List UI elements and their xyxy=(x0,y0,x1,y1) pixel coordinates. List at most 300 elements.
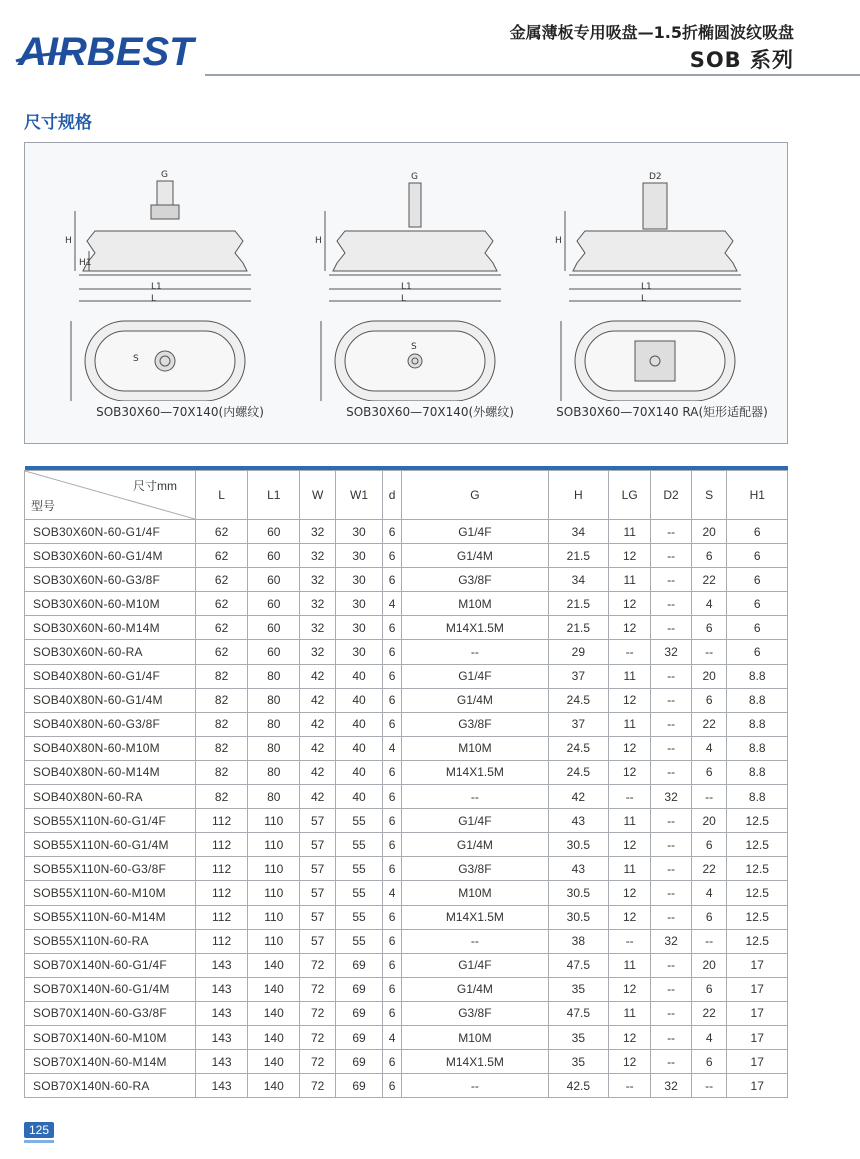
model-cell: SOB30X60N-60-G3/8F xyxy=(25,568,196,592)
table-cell: 55 xyxy=(335,881,382,905)
table-cell: 112 xyxy=(196,809,248,833)
label-g: G xyxy=(161,170,168,180)
table-cell: 30 xyxy=(335,640,382,664)
specification-table xyxy=(24,466,788,1098)
table-cell: 4 xyxy=(691,881,727,905)
table-cell: 11 xyxy=(609,712,651,736)
table-cell: 4 xyxy=(383,592,402,616)
table-cell: 6 xyxy=(691,1050,727,1074)
table-cell: 110 xyxy=(248,809,300,833)
table-cell: 72 xyxy=(300,1050,336,1074)
table-row xyxy=(25,809,788,833)
table-cell: -- xyxy=(691,785,727,809)
table-cell: 72 xyxy=(300,953,336,977)
model-cell: SOB40X80N-60-M14M xyxy=(25,760,196,784)
table-cell: 82 xyxy=(196,664,248,688)
column-header: H1 xyxy=(727,471,788,520)
table-cell: M14X1.5M xyxy=(402,760,548,784)
page-number: 125 xyxy=(24,1122,54,1138)
table-cell: 6 xyxy=(383,520,402,544)
table-cell: 40 xyxy=(335,664,382,688)
table-cell: 80 xyxy=(248,760,300,784)
table-cell: 17 xyxy=(727,1050,788,1074)
table-row xyxy=(25,592,788,616)
table-cell: 6 xyxy=(727,640,788,664)
table-cell: 6 xyxy=(383,977,402,1001)
column-header: W xyxy=(300,471,336,520)
table-cell: 69 xyxy=(335,977,382,1001)
column-header: H xyxy=(548,471,608,520)
table-cell: 110 xyxy=(248,857,300,881)
table-cell: -- xyxy=(651,1050,692,1074)
table-cell: 20 xyxy=(691,809,727,833)
table-cell: 6 xyxy=(383,785,402,809)
table-cell: 11 xyxy=(609,664,651,688)
table-cell: -- xyxy=(651,881,692,905)
table-cell: 11 xyxy=(609,857,651,881)
table-cell: 24.5 xyxy=(548,760,608,784)
label-l-3: L xyxy=(641,294,647,304)
table-cell: M14X1.5M xyxy=(402,616,548,640)
table-cell: 32 xyxy=(300,544,336,568)
table-cell: 17 xyxy=(727,953,788,977)
table-cell: 62 xyxy=(196,568,248,592)
table-cell: -- xyxy=(651,953,692,977)
table-cell: -- xyxy=(609,640,651,664)
table-row xyxy=(25,688,788,712)
table-cell: -- xyxy=(609,929,651,953)
table-cell: -- xyxy=(651,857,692,881)
table-cell: 30 xyxy=(335,616,382,640)
label-h1: H1 xyxy=(79,258,92,268)
table-cell: -- xyxy=(651,1001,692,1025)
table-cell: 60 xyxy=(248,568,300,592)
table-cell: 57 xyxy=(300,809,336,833)
corner-model-label: 型号 xyxy=(31,499,56,513)
table-cell: -- xyxy=(402,1074,548,1098)
table-cell: 57 xyxy=(300,929,336,953)
table-cell: 38 xyxy=(548,929,608,953)
table-cell: 42 xyxy=(548,785,608,809)
model-cell: SOB70X140N-60-RA xyxy=(25,1074,196,1098)
table-cell: 140 xyxy=(248,953,300,977)
table-cell: 8.8 xyxy=(727,760,788,784)
table-cell: G1/4F xyxy=(402,520,548,544)
table-cell: 32 xyxy=(651,785,692,809)
table-cell: G3/8F xyxy=(402,568,548,592)
label-h: H xyxy=(65,236,72,246)
table-cell: 143 xyxy=(196,1074,248,1098)
table-cell: -- xyxy=(402,640,548,664)
column-header: G xyxy=(402,471,548,520)
table-cell: -- xyxy=(609,1074,651,1098)
table-cell: 12 xyxy=(609,833,651,857)
table-cell: 6 xyxy=(383,1001,402,1025)
table-cell: 42 xyxy=(300,760,336,784)
table-cell: 24.5 xyxy=(548,736,608,760)
table-cell: 35 xyxy=(548,1025,608,1049)
table-cell: 82 xyxy=(196,688,248,712)
table-cell: 30 xyxy=(335,568,382,592)
table-cell: G1/4F xyxy=(402,953,548,977)
table-cell: -- xyxy=(651,544,692,568)
corner-header-cell xyxy=(25,471,196,520)
table-cell: -- xyxy=(651,520,692,544)
table-cell: 6 xyxy=(383,953,402,977)
table-cell: 42.5 xyxy=(548,1074,608,1098)
table-cell: 12.5 xyxy=(727,857,788,881)
table-cell: 6 xyxy=(691,688,727,712)
table-cell: 69 xyxy=(335,1050,382,1074)
table-cell: G3/8F xyxy=(402,1001,548,1025)
table-cell: 12.5 xyxy=(727,881,788,905)
table-cell: 6 xyxy=(383,640,402,664)
model-cell: SOB30X60N-60-RA xyxy=(25,640,196,664)
table-cell: 8.8 xyxy=(727,664,788,688)
table-cell: 47.5 xyxy=(548,1001,608,1025)
model-cell: SOB55X110N-60-G1/4M xyxy=(25,833,196,857)
table-cell: 8.8 xyxy=(727,688,788,712)
caption-external-thread: SOB30X60—70X140(外螺纹) xyxy=(346,405,514,419)
table-row xyxy=(25,953,788,977)
table-cell: 12 xyxy=(609,688,651,712)
table-cell: 22 xyxy=(691,712,727,736)
table-cell: 80 xyxy=(248,736,300,760)
model-cell: SOB30X60N-60-G1/4F xyxy=(25,520,196,544)
table-cell: 6 xyxy=(383,929,402,953)
table-cell: 55 xyxy=(335,857,382,881)
table-row xyxy=(25,977,788,1001)
table-cell: 4 xyxy=(691,592,727,616)
table-cell: 12 xyxy=(609,1050,651,1074)
table-cell: 6 xyxy=(727,544,788,568)
label-d2: D2 xyxy=(649,172,662,182)
table-cell: -- xyxy=(402,929,548,953)
table-cell: 32 xyxy=(300,520,336,544)
table-cell: 40 xyxy=(335,785,382,809)
table-cell: 6 xyxy=(383,688,402,712)
table-row xyxy=(25,1001,788,1025)
table-cell: M10M xyxy=(402,1025,548,1049)
table-row xyxy=(25,1050,788,1074)
table-cell: G1/4M xyxy=(402,544,548,568)
table-cell: 32 xyxy=(651,640,692,664)
table-cell: 6 xyxy=(691,544,727,568)
table-row xyxy=(25,544,788,568)
table-cell: 12 xyxy=(609,616,651,640)
table-cell: G1/4M xyxy=(402,833,548,857)
table-cell: 43 xyxy=(548,857,608,881)
table-cell: 35 xyxy=(548,977,608,1001)
table-cell: 17 xyxy=(727,1074,788,1098)
table-cell: 17 xyxy=(727,1025,788,1049)
model-cell: SOB55X110N-60-M14M xyxy=(25,905,196,929)
table-cell: 42 xyxy=(300,664,336,688)
table-cell: 24.5 xyxy=(548,688,608,712)
table-row xyxy=(25,640,788,664)
table-row xyxy=(25,664,788,688)
table-row xyxy=(25,1074,788,1098)
model-cell: SOB55X110N-60-G3/8F xyxy=(25,857,196,881)
table-row xyxy=(25,905,788,929)
table-cell: 4 xyxy=(691,1025,727,1049)
table-cell: 12 xyxy=(609,760,651,784)
table-row xyxy=(25,760,788,784)
header-divider xyxy=(205,74,860,76)
table-cell: M10M xyxy=(402,881,548,905)
table-cell: 30 xyxy=(335,592,382,616)
column-header: LG xyxy=(609,471,651,520)
table-cell: 82 xyxy=(196,785,248,809)
table-cell: 140 xyxy=(248,1025,300,1049)
model-cell: SOB40X80N-60-G3/8F xyxy=(25,712,196,736)
table-cell: 72 xyxy=(300,977,336,1001)
table-cell: 47.5 xyxy=(548,953,608,977)
table-row xyxy=(25,616,788,640)
table-cell: 6 xyxy=(383,833,402,857)
table-cell: 6 xyxy=(383,905,402,929)
table-cell: 35 xyxy=(548,1050,608,1074)
column-header: D2 xyxy=(651,471,692,520)
table-row xyxy=(25,520,788,544)
table-cell: 37 xyxy=(548,664,608,688)
table-cell: 11 xyxy=(609,953,651,977)
table-cell: 55 xyxy=(335,809,382,833)
table-body xyxy=(25,520,788,1098)
table-cell: 60 xyxy=(248,592,300,616)
table-cell: 12.5 xyxy=(727,929,788,953)
table-cell: 11 xyxy=(609,1001,651,1025)
table-cell: 4 xyxy=(383,1025,402,1049)
table-cell: 32 xyxy=(300,640,336,664)
table-cell: G3/8F xyxy=(402,712,548,736)
table-cell: 82 xyxy=(196,736,248,760)
table-cell: 6 xyxy=(383,809,402,833)
page-header xyxy=(0,0,860,80)
table-cell: 72 xyxy=(300,1074,336,1098)
table-cell: 110 xyxy=(248,905,300,929)
table-cell: 140 xyxy=(248,1001,300,1025)
table-cell: 12.5 xyxy=(727,833,788,857)
table-cell: 6 xyxy=(383,544,402,568)
table-cell: 57 xyxy=(300,881,336,905)
table-cell: 110 xyxy=(248,833,300,857)
table-cell: 80 xyxy=(248,688,300,712)
label-l1-3: L1 xyxy=(641,282,652,292)
technical-drawings xyxy=(24,142,788,444)
table-cell: 12 xyxy=(609,1025,651,1049)
table-cell: G1/4F xyxy=(402,664,548,688)
table-cell: 110 xyxy=(248,881,300,905)
table-cell: 34 xyxy=(548,568,608,592)
table-cell: 32 xyxy=(300,616,336,640)
table-cell: 12.5 xyxy=(727,905,788,929)
table-cell: G1/4M xyxy=(402,977,548,1001)
caption-rect-adapter: SOB30X60—70X140 RA(矩形适配器) xyxy=(556,405,768,419)
table-cell: 21.5 xyxy=(548,592,608,616)
label-l-2: L xyxy=(401,294,407,304)
table-cell: 6 xyxy=(727,520,788,544)
table-row xyxy=(25,1025,788,1049)
table-cell: 140 xyxy=(248,1050,300,1074)
table-row xyxy=(25,785,788,809)
table-row xyxy=(25,568,788,592)
table-cell: -- xyxy=(651,833,692,857)
table-cell: 143 xyxy=(196,1001,248,1025)
table-header-row xyxy=(25,471,788,520)
table-cell: 42 xyxy=(300,785,336,809)
table-cell: 6 xyxy=(383,712,402,736)
table-cell: -- xyxy=(651,616,692,640)
table-cell: 6 xyxy=(727,568,788,592)
table-cell: 17 xyxy=(727,977,788,1001)
catalog-title: 金属薄板专用吸盘—1.5折椭圆波纹吸盘 xyxy=(509,23,794,42)
table-cell: 11 xyxy=(609,809,651,833)
table-cell: 6 xyxy=(691,760,727,784)
model-cell: SOB70X140N-60-G1/4M xyxy=(25,977,196,1001)
table-cell: 42 xyxy=(300,712,336,736)
table-cell: 30 xyxy=(335,544,382,568)
label-h-2: H xyxy=(315,236,322,246)
table-cell: 57 xyxy=(300,905,336,929)
label-h-3: H xyxy=(555,236,562,246)
column-header: S xyxy=(691,471,727,520)
table-cell: 6 xyxy=(727,616,788,640)
table-row xyxy=(25,712,788,736)
model-cell: SOB30X60N-60-G1/4M xyxy=(25,544,196,568)
table-cell: -- xyxy=(651,905,692,929)
model-cell: SOB70X140N-60-M10M xyxy=(25,1025,196,1049)
table-cell: 82 xyxy=(196,760,248,784)
table-cell: 140 xyxy=(248,977,300,1001)
table-cell: -- xyxy=(651,712,692,736)
table-cell: 143 xyxy=(196,1025,248,1049)
table-cell: 143 xyxy=(196,953,248,977)
section-title: 尺寸规格 xyxy=(24,113,92,133)
table-cell: 17 xyxy=(727,1001,788,1025)
table-cell: -- xyxy=(651,688,692,712)
table-cell: 60 xyxy=(248,640,300,664)
table-cell: 12 xyxy=(609,977,651,1001)
table-cell: 62 xyxy=(196,640,248,664)
table-cell: 12.5 xyxy=(727,809,788,833)
table-cell: 37 xyxy=(548,712,608,736)
table-cell: 82 xyxy=(196,712,248,736)
table-row xyxy=(25,833,788,857)
drawing-internal-thread xyxy=(65,161,295,401)
table-cell: 4 xyxy=(383,881,402,905)
model-cell: SOB30X60N-60-M14M xyxy=(25,616,196,640)
table-cell: 140 xyxy=(248,1074,300,1098)
table-cell: G1/4F xyxy=(402,809,548,833)
table-cell: 143 xyxy=(196,977,248,1001)
table-cell: 12 xyxy=(609,592,651,616)
table-cell: 12 xyxy=(609,544,651,568)
table-cell: -- xyxy=(651,809,692,833)
label-g-2: G xyxy=(411,172,418,182)
table-cell: M10M xyxy=(402,592,548,616)
logo-swoosh-icon xyxy=(14,50,74,64)
table-cell: 42 xyxy=(300,688,336,712)
model-cell: SOB40X80N-60-G1/4F xyxy=(25,664,196,688)
table-cell: -- xyxy=(651,977,692,1001)
model-cell: SOB40X80N-60-G1/4M xyxy=(25,688,196,712)
table-cell: M14X1.5M xyxy=(402,905,548,929)
table-cell: 62 xyxy=(196,616,248,640)
table-cell: 29 xyxy=(548,640,608,664)
column-header: d xyxy=(383,471,402,520)
table-cell: 30.5 xyxy=(548,905,608,929)
drawing-external-thread xyxy=(315,161,545,401)
table-cell: -- xyxy=(691,1074,727,1098)
table-cell: 60 xyxy=(248,616,300,640)
table-cell: 32 xyxy=(651,929,692,953)
model-cell: SOB30X60N-60-M10M xyxy=(25,592,196,616)
table-cell: 6 xyxy=(383,857,402,881)
column-header: W1 xyxy=(335,471,382,520)
table-cell: 55 xyxy=(335,905,382,929)
table-cell: -- xyxy=(651,568,692,592)
model-cell: SOB70X140N-60-G1/4F xyxy=(25,953,196,977)
table-row xyxy=(25,929,788,953)
table-cell: 112 xyxy=(196,905,248,929)
table-cell: G1/4M xyxy=(402,688,548,712)
table-cell: 80 xyxy=(248,785,300,809)
label-l1-2: L1 xyxy=(401,282,412,292)
table-cell: 6 xyxy=(727,592,788,616)
column-header: L1 xyxy=(248,471,300,520)
caption-internal-thread: SOB30X60—70X140(内螺纹) xyxy=(96,405,264,419)
table-cell: 30.5 xyxy=(548,833,608,857)
table-cell: 12 xyxy=(609,905,651,929)
table-cell: 69 xyxy=(335,1025,382,1049)
table-cell: -- xyxy=(651,664,692,688)
table-cell: 40 xyxy=(335,688,382,712)
table-cell: 143 xyxy=(196,1050,248,1074)
table-cell: 6 xyxy=(691,905,727,929)
table-cell: 22 xyxy=(691,857,727,881)
table-cell: 112 xyxy=(196,857,248,881)
series-title: SOB 系列 xyxy=(689,48,794,72)
column-header: L xyxy=(196,471,248,520)
drawing-rect-adapter xyxy=(555,161,785,401)
table-cell: 8.8 xyxy=(727,736,788,760)
table-cell: 11 xyxy=(609,520,651,544)
table-cell: 8.8 xyxy=(727,712,788,736)
table-cell: 6 xyxy=(383,568,402,592)
table-cell: 6 xyxy=(383,616,402,640)
label-l: L xyxy=(151,294,157,304)
table-cell: 110 xyxy=(248,929,300,953)
table-cell: 6 xyxy=(691,833,727,857)
table-cell: 40 xyxy=(335,760,382,784)
table-cell: 21.5 xyxy=(548,544,608,568)
table-cell: 62 xyxy=(196,544,248,568)
table-cell: 32 xyxy=(300,592,336,616)
table-cell: 55 xyxy=(335,833,382,857)
table-cell: 22 xyxy=(691,568,727,592)
table-cell: 69 xyxy=(335,1001,382,1025)
table-cell: 6 xyxy=(383,664,402,688)
model-cell: SOB70X140N-60-M14M xyxy=(25,1050,196,1074)
table-cell: 20 xyxy=(691,520,727,544)
table-cell: -- xyxy=(402,785,548,809)
table-cell: -- xyxy=(651,736,692,760)
table-cell: 57 xyxy=(300,857,336,881)
table-cell: 6 xyxy=(383,760,402,784)
table-cell: -- xyxy=(651,592,692,616)
table-cell: 32 xyxy=(651,1074,692,1098)
